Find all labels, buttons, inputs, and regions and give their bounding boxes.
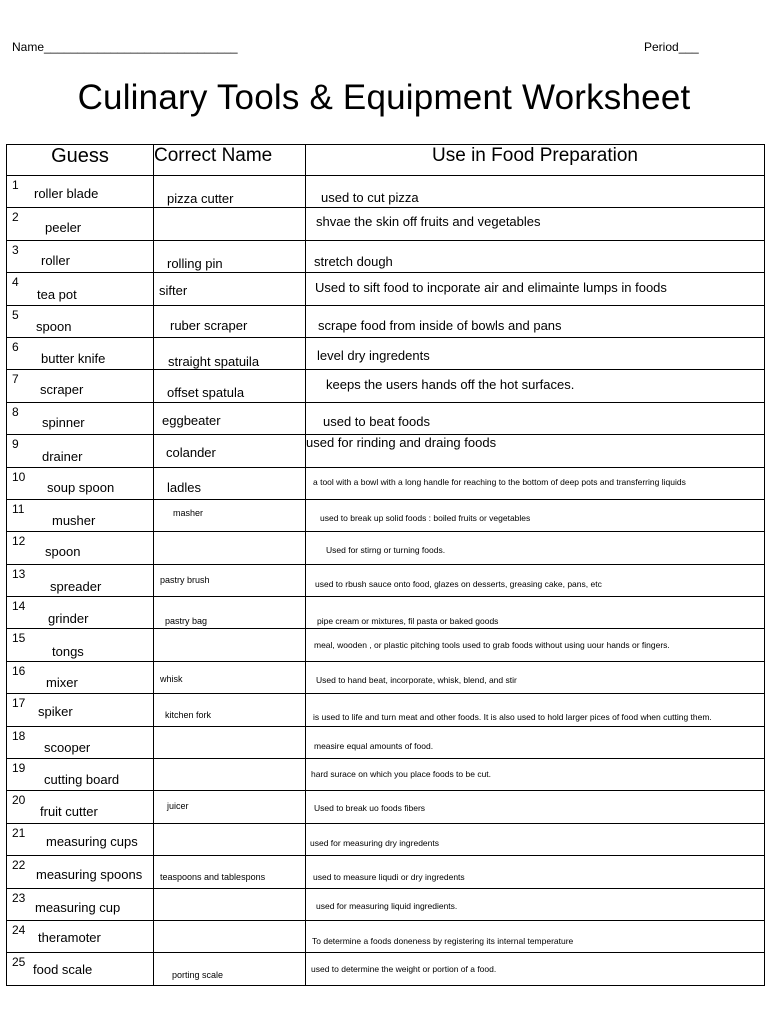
table-row	[7, 920, 765, 952]
guess-text: roller	[41, 252, 70, 268]
guess-cell	[7, 176, 154, 208]
use-text: Used to sift food to incporate air and elimainte lumps in foods	[315, 280, 667, 296]
table-row	[7, 726, 765, 758]
guess-cell	[7, 532, 154, 564]
correct-name-text: rolling pin	[167, 255, 223, 271]
table-row	[7, 823, 765, 855]
correct-name-cell	[154, 920, 306, 952]
table-row	[7, 467, 765, 499]
row-number: 3	[12, 242, 19, 257]
correct-name-cell	[154, 337, 306, 369]
guess-cell	[7, 759, 154, 791]
use-cell	[306, 402, 765, 434]
use-cell	[306, 888, 765, 920]
table-row	[7, 629, 765, 661]
correct-name-text: whisk	[160, 673, 183, 684]
guess-cell	[7, 273, 154, 305]
correct-name-cell	[154, 791, 306, 823]
guess-text: peeler	[45, 220, 82, 236]
guess-text: mixer	[46, 674, 78, 690]
guess-text: fruit cutter	[40, 804, 98, 820]
use-cell	[306, 953, 765, 985]
correct-name-text: masher	[173, 507, 204, 518]
row-number: 18	[12, 728, 26, 743]
use-cell	[306, 435, 765, 467]
use-cell	[306, 759, 765, 791]
use-cell	[306, 240, 765, 272]
use-text: Used to break uo foods fibers	[314, 803, 426, 814]
guess-text: food scale	[33, 962, 93, 978]
correct-name-cell	[154, 532, 306, 564]
guess-cell	[7, 823, 154, 855]
use-text: scrape food from inside of bowls and pans	[318, 317, 562, 333]
use-text: Used for stirng or turning foods.	[326, 545, 446, 556]
use-text: Used to hand beat, incorporate, whisk, blend, and stir	[316, 674, 517, 685]
guess-cell	[7, 694, 154, 726]
correct-name-text: offset spatula	[167, 385, 245, 401]
correct-name-cell	[154, 694, 306, 726]
use-text: level dry ingredents	[317, 347, 430, 363]
worksheet-table	[6, 144, 765, 986]
correct-name-text: eggbeater	[162, 412, 221, 428]
row-number: 13	[12, 566, 26, 581]
correct-name-cell	[154, 176, 306, 208]
table-row	[7, 888, 765, 920]
guess-text: spinner	[42, 414, 85, 430]
guess-text: scraper	[40, 382, 84, 398]
use-cell	[306, 176, 765, 208]
guess-cell	[7, 629, 154, 661]
table-header-row	[7, 145, 765, 176]
use-cell	[306, 726, 765, 758]
use-cell	[306, 597, 765, 629]
use-cell	[306, 273, 765, 305]
use-cell	[306, 305, 765, 337]
row-number: 8	[12, 404, 19, 419]
correct-name-cell	[154, 856, 306, 888]
correct-name-text: kitchen fork	[165, 710, 212, 721]
row-number: 25	[12, 955, 26, 970]
use-text: keeps the users hands off the hot surfaces.	[326, 377, 575, 393]
table-row	[7, 759, 765, 791]
use-text: is used to life and turn meat and other foods. It is also used to hold larger pices of food when cutting them.	[313, 712, 712, 723]
use-cell	[306, 856, 765, 888]
use-cell	[306, 694, 765, 726]
guess-cell	[7, 208, 154, 240]
use-cell	[306, 791, 765, 823]
correct-name-text: straight spatuila	[168, 353, 260, 369]
table-row	[7, 337, 765, 369]
correct-name-cell	[154, 240, 306, 272]
guess-text: spoon	[36, 318, 72, 334]
table-row	[7, 953, 765, 985]
use-text: used for measuring dry ingredents	[310, 837, 439, 848]
guess-text: spoon	[45, 544, 81, 560]
name-field-label: Name_____________________________	[12, 40, 238, 54]
row-number: 17	[12, 696, 26, 711]
guess-text: drainer	[42, 449, 83, 465]
correct-name-text: ladles	[167, 479, 201, 495]
use-text: used to break up solid foods : boiled fruits or vegetables	[320, 512, 531, 523]
use-cell	[306, 920, 765, 952]
guess-cell	[7, 791, 154, 823]
guess-cell	[7, 499, 154, 531]
guess-text: measuring cups	[46, 833, 138, 849]
correct-name-cell	[154, 370, 306, 402]
use-text: used to beat foods	[323, 413, 430, 429]
use-text: used to measure liqudi or dry ingredents	[313, 872, 465, 883]
table-row	[7, 597, 765, 629]
guess-cell	[7, 564, 154, 596]
use-cell	[306, 499, 765, 531]
use-text: used for measuring liquid ingredients.	[316, 900, 458, 911]
correct-name-cell	[154, 759, 306, 791]
guess-text: measuring cup	[35, 899, 121, 915]
guess-text: tea pot	[37, 287, 77, 303]
row-number: 21	[12, 825, 26, 840]
guess-text: soup spoon	[47, 479, 115, 495]
use-text: pipe cream or mixtures, fil pasta or baked goods	[317, 616, 499, 627]
correct-name-cell	[154, 467, 306, 499]
row-number: 19	[12, 761, 26, 776]
row-number: 1	[12, 178, 19, 192]
guess-cell	[7, 370, 154, 402]
column-header-guess: Guess	[7, 145, 154, 176]
correct-name-cell	[154, 726, 306, 758]
use-text: To determine a foods doneness by registering its internal temperature	[312, 935, 574, 946]
guess-text: measuring spoons	[36, 867, 143, 883]
guess-text: theramoter	[38, 929, 101, 945]
use-text: a tool with a bowl with a long handle for reaching to the bottom of deep pots and transferring liquids	[313, 476, 686, 487]
guess-cell	[7, 402, 154, 434]
guess-cell	[7, 953, 154, 985]
use-text: used to rbush sauce onto food, glazes on desserts, greasing cake, pans, etc	[315, 578, 602, 589]
row-number: 20	[12, 793, 26, 808]
correct-name-text: colander	[166, 445, 216, 461]
correct-name-cell	[154, 273, 306, 305]
table-row	[7, 694, 765, 726]
period-field-label: Period___	[644, 40, 699, 54]
row-number: 16	[12, 663, 26, 678]
row-number: 24	[12, 922, 26, 937]
correct-name-text: pastry bag	[165, 616, 208, 627]
row-number: 23	[12, 890, 26, 905]
guess-cell	[7, 467, 154, 499]
guess-cell	[7, 305, 154, 337]
use-text: shvae the skin off fruits and vegetables	[316, 214, 541, 230]
table-row	[7, 435, 765, 467]
correct-name-cell	[154, 823, 306, 855]
guess-cell	[7, 856, 154, 888]
use-cell	[306, 532, 765, 564]
use-cell	[306, 823, 765, 855]
use-text: stretch dough	[314, 253, 393, 269]
table-row	[7, 402, 765, 434]
correct-name-text: porting scale	[172, 970, 224, 981]
use-cell	[306, 564, 765, 596]
row-number: 15	[12, 631, 26, 646]
guess-text: spreader	[50, 578, 102, 594]
table-row	[7, 370, 765, 402]
row-number: 14	[12, 599, 26, 614]
table-row	[7, 305, 765, 337]
row-number: 6	[12, 339, 19, 354]
use-text: used to cut pizza	[321, 190, 419, 205]
guess-text: grinder	[48, 611, 89, 627]
row-number: 12	[12, 534, 26, 549]
correct-name-cell	[154, 435, 306, 467]
correct-name-cell	[154, 208, 306, 240]
use-text: measire equal amounts of food.	[314, 740, 434, 751]
table-row	[7, 532, 765, 564]
correct-name-cell	[154, 402, 306, 434]
correct-name-text: pizza cutter	[167, 191, 234, 206]
table-row	[7, 791, 765, 823]
correct-name-cell	[154, 564, 306, 596]
row-number: 11	[12, 501, 25, 516]
use-text: hard surace on which you place foods to be cut.	[311, 769, 492, 780]
table-row	[7, 661, 765, 693]
row-number: 22	[12, 858, 26, 873]
correct-name-text: ruber scraper	[170, 317, 248, 333]
row-number: 9	[12, 437, 19, 452]
column-header-correct-name: Correct Name	[154, 145, 306, 176]
column-header-use: Use in Food Preparation	[306, 145, 765, 176]
use-cell	[306, 661, 765, 693]
row-number: 4	[12, 275, 19, 290]
guess-cell	[7, 920, 154, 952]
correct-name-text: teaspoons and tablespons	[160, 872, 266, 883]
correct-name-cell	[154, 499, 306, 531]
guess-text: musher	[52, 512, 96, 528]
guess-text: scooper	[44, 739, 91, 755]
row-number: 2	[12, 210, 19, 225]
correct-name-text: sifter	[159, 283, 188, 299]
table-row	[7, 208, 765, 240]
use-cell	[306, 467, 765, 499]
guess-cell	[7, 240, 154, 272]
table-row	[7, 499, 765, 531]
guess-cell	[7, 435, 154, 467]
worksheet-title: Culinary Tools & Equipment Worksheet	[77, 78, 691, 117]
guess-text: spiker	[38, 704, 73, 720]
use-text: meal, wooden , or plastic pitching tools used to grab foods without using uour hands or fingers.	[314, 640, 670, 651]
use-cell	[306, 208, 765, 240]
guess-cell	[7, 726, 154, 758]
correct-name-cell	[154, 597, 306, 629]
table-row	[7, 564, 765, 596]
use-cell	[306, 370, 765, 402]
correct-name-cell	[154, 661, 306, 693]
table-row	[7, 856, 765, 888]
correct-name-text: pastry brush	[160, 574, 210, 585]
guess-cell	[7, 337, 154, 369]
guess-cell	[7, 661, 154, 693]
correct-name-cell	[154, 305, 306, 337]
table-row	[7, 176, 765, 208]
guess-text: cutting board	[44, 772, 120, 788]
use-cell	[306, 629, 765, 661]
use-text: used for rinding and draing foods	[306, 435, 497, 451]
row-number: 10	[12, 469, 26, 484]
guess-text: tongs	[52, 644, 84, 660]
row-number: 5	[12, 307, 19, 322]
correct-name-cell	[154, 629, 306, 661]
guess-cell	[7, 597, 154, 629]
table-row	[7, 273, 765, 305]
use-text: used to determine the weight or portion of a food.	[311, 964, 497, 975]
correct-name-cell	[154, 888, 306, 920]
guess-text: roller blade	[34, 186, 99, 201]
guess-cell	[7, 888, 154, 920]
use-cell	[306, 337, 765, 369]
row-number: 7	[12, 372, 19, 387]
guess-text: butter knife	[41, 350, 106, 366]
table-row	[7, 240, 765, 272]
correct-name-cell	[154, 953, 306, 985]
correct-name-text: juicer	[167, 801, 189, 812]
